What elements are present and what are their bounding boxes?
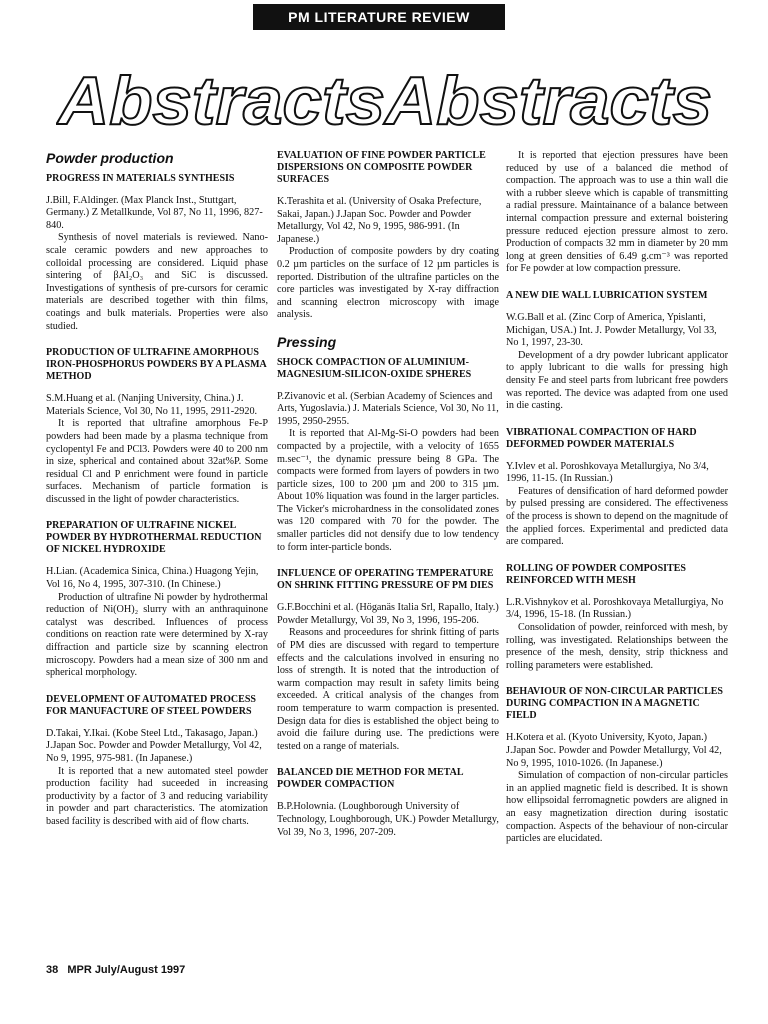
abstract-item <box>506 563 728 673</box>
abstract-body: Synthesis of novel materials is reviewed. Nano-scale ceramic powders and new approaches to colloidal processing are considered. Liquid phase sintering of βAl₂O₃ and SiC is discussed. Investigations of synthesis of pre-cursors for ceramic materials are described together with thin films, coatings and bulk materials. Properties were also studied. <box>46 232 268 332</box>
abstract-citation: K.Terashita et al. (University of Osaka Prefecture, Sakai, Japan.) J.Japan Soc. Powder and Powder Metallurgy, Vol 42, No 9, 1995, 986-991. (In Japanese.) <box>277 196 482 245</box>
abstract-citation: S.M.Huang et al. (Nanjing University, China.) J. Materials Science, Vol 30, No 11, 1995, 2911-2920. <box>46 393 258 417</box>
abstract-item <box>46 173 268 334</box>
abstract-body: It is reported that Al-Mg-Si-O powders had been compacted by a projectile, with a velocity of 1655 m.sec⁻¹, the dynamic pressure being 8 GPa. The compacts were formed from layers of powders in two particle sizes, 100 to 200 µm and 200 to 315 µm. About 10% liquation was found in the larger particles. The Vicker's microhardness in the consolidated zones was 120 compared with 70 for the powder. The smaller particles did not densify due to low tendency to form inter-particle bonds. <box>277 428 499 553</box>
abstract-item <box>506 686 728 845</box>
abstract-item <box>46 347 268 506</box>
abstract-citation: H.Kotera et al. (Kyoto University, Kyoto, Japan.) J.Japan Soc. Powder and Powder Metallurgy, Vol 42, No 9, 1995, 1010-1026. (In Japanese.) <box>506 732 722 769</box>
abstract-heading: BALANCED DIE METHOD FOR METAL POWDER COMPACTION <box>277 767 463 791</box>
column-1 <box>46 150 268 843</box>
abstract-heading: BEHAVIOUR OF NON-CIRCULAR PARTICLES DURING COMPACTION IN A MAGNETIC FIELD <box>506 686 723 722</box>
abstract-heading: INFLUENCE OF OPERATING TEMPERATURE ON SHRINK FITTING PRESSURE OF PM DIES <box>277 568 494 592</box>
magazine-issue: MPR July/August 1997 <box>67 964 186 976</box>
abstract-body: It is reported that a new automated steel powder production facility had suceeded in increasing productivity by a factor of 3 and reducing variability in powder and part characteristics. The atomization based facility is described with aid of flow charts. <box>46 765 268 827</box>
abstract-body: Consolidation of powder, reinforced with mesh, by rolling, was investigated. Relationships between the presence of the mesh, density, strip thickness and rolling parameters were established. <box>506 622 728 671</box>
abstract-citation: G.F.Bocchini et al. (Höganäs Italia Srl, Rapallo, Italy.) Powder Metallurgy, Vol 39, No 3, 1996, 195-206. <box>277 602 499 626</box>
abstract-item <box>46 520 268 679</box>
abstract-heading: ROLLING OF POWDER COMPOSITES REINFORCED WITH MESH <box>506 562 686 586</box>
abstract-heading: EVALUATION OF FINE POWDER PARTICLE DISPERSIONS ON COMPOSITE POWDER SURFACES <box>277 150 486 185</box>
page-title <box>56 66 716 136</box>
abstract-citation: Y.Ivlev et al. Poroshkovaya Metallurgiya, No 3/4, 1996, 11-15. (In Russian.) <box>506 460 709 485</box>
abstract-citation: H.Lian. (Academica Sinica, China.) Huagong Yejin, Vol 16, No 4, 1995, 307-310. (In Chinese.) <box>46 566 259 591</box>
page-title-text: AbstractsAbstracts <box>56 66 712 136</box>
abstract-citation: W.G.Ball et al. (Zinc Corp of America, Ypislanti, Michigan, USA.) Int. J. Powder Metallurgy, Vol 33, No 1, 1997, 23-30. <box>506 311 717 349</box>
abstract-heading: PREPARATION OF ULTRAFINE NICKEL POWDER BY HYDROTHERMAL REDUCTION OF NICKEL HYDROXIDE <box>46 520 262 556</box>
abstract-citation: L.R.Vishnykov et al. Poroshkovaya Metallurgiya, No 3/4, 1996, 15-18. (In Russian.) <box>506 596 724 621</box>
abstract-heading: SHOCK COMPACTION OF ALUMINIUM-MAGNESIUM-SILICON-OXIDE SPHERES <box>277 356 472 380</box>
abstract-body: Production of composite powders by dry coating 0.2 µm particles on the surface of 12 µm particles is reported. Distribution of the ultrafine particles on the core particles was investigated by X-ray diffraction and scanning electron microscopy with image analysis. <box>277 246 499 321</box>
section-banner: PM LITERATURE REVIEW <box>253 4 505 30</box>
abstract-body: Simulation of compaction of non-circular particles in an applied magnetic field is described. It is shown how ellipsoidal ferromagnetic powders are aligned in an easy magnetization direction during isostatic compaction. Aspects of the behaviour of non-circular particles are elucidated. <box>506 770 728 845</box>
abstract-item <box>277 767 499 839</box>
abstract-body: Features of densification of hard deformed powder by pulsed pressing are considered. The effectiveness of the process is shown to depend on the magnitude of the applied forces. Experimental and predicted data are compared. <box>506 485 728 548</box>
abstract-item <box>506 427 728 549</box>
abstract-body: It is reported that ejection pressures have been reduced by use of a balanced die method of compaction. The approach was to use a thin wall die with a rubber sleeve which is capable of transmitting a radial pressure. Maintainance of a balance between internal compaction pressure and external boistering pressure reduced ejection pressure almost to zero. Production of compacts 32 mm in diameter by 20 mm long at green densities of 6.49 g.cm⁻³ was reported for Fe powder at low compaction pressure. <box>506 150 728 275</box>
abstract-body: Development of a dry powder lubricant applicator to apply lubricant to die walls for pressing high density Fe and steel parts from lubricant free powders was reported. The device was adapted from one used in die casting. <box>506 349 728 412</box>
abstract-item <box>46 694 268 829</box>
column-3 <box>506 150 728 860</box>
abstract-item <box>277 150 499 322</box>
abstract-citation: B.P.Holownia. (Loughborough University of Technology, Loughborough, UK.) Powder Metallurgy, Vol 39, No 3, 1996, 207-209. <box>277 801 499 838</box>
abstract-continuation <box>506 150 728 276</box>
section-heading-powder-production: Powder production <box>46 150 174 166</box>
abstract-heading: A NEW DIE WALL LUBRICATION SYSTEM <box>506 289 708 301</box>
abstract-citation: J.Bill, F.Aldinger. (Max Planck Inst., Stuttgart, Germany.) Z Metallkunde, Vol 87, No 11, 1996, 827-840. <box>46 194 263 231</box>
abstract-citation: P.Zivanovic et al. (Serbian Academy of Sciences and Arts, Yugoslavia.) J. Materials Science, Vol 30, No 11, 1995, 2950-2955. <box>277 390 499 427</box>
abstract-heading: VIBRATIONAL COMPACTION OF HARD DEFORMED POWDER MATERIALS <box>506 426 697 450</box>
section-heading-pressing: Pressing <box>277 333 337 350</box>
abstract-heading: PRODUCTION OF ULTRAFINE AMORPHOUS IRON-PHOSPHORUS POWDERS BY A PLASMA METHOD <box>46 347 267 383</box>
abstract-heading: DEVELOPMENT OF AUTOMATED PROCESS FOR MANUFACTURE OF STEEL POWDERS <box>46 693 256 717</box>
abstract-item <box>506 290 728 413</box>
abstract-item <box>277 357 499 555</box>
abstract-body: Production of ultrafine Ni powder by hydrothermal reduction of Ni(OH)₂ slurry with an anthraquinone catalyst was described. Influences of process conditions on reaction rate were determined by X-ray diffraction and particle size by scanning electron microscopy. Powders had a mean size of 300 nm and spherical morphology. <box>46 591 268 679</box>
page-number: 38 <box>46 964 59 976</box>
abstract-body: Reasons and proceedures for shrink fitting of parts of PM dies are discussed with regard to temperture effects and the calculations involved in ensuring no loss of strength. It is noted that the introduction of warm compaction may result in safety limits being exceeded. A critical analysis of the changes from room temperature to warm compaction is presented. Design data for dies is established the object being to avoid die failure during use. The predictions were tested on a range of materials. <box>277 627 499 752</box>
page-footer <box>46 964 191 976</box>
abstract-body: It is reported that ultrafine amorphous Fe-P powders had been made by a plasma technique from cyclopentyl Fe and PCl3. Powders were 40 to 200 nm in size, spherical and contained about 32at%P. Some residual Cl and P enrichment were found in particle surfaces. Mechanism of particle formation is discussed in the light of powder characteristics. <box>46 418 268 505</box>
abstract-citation: D.Takai, Y.Ikai. (Kobe Steel Ltd., Takasago, Japan.) J.Japan Soc. Powder and Powder Metallurgy, Vol 42, No 9, 1995, 975-981. (In Japanese.) <box>46 727 262 764</box>
abstract-heading: PROGRESS IN MATERIALS SYNTHESIS <box>46 172 235 184</box>
abstract-item <box>277 568 499 753</box>
column-2 <box>277 150 499 853</box>
